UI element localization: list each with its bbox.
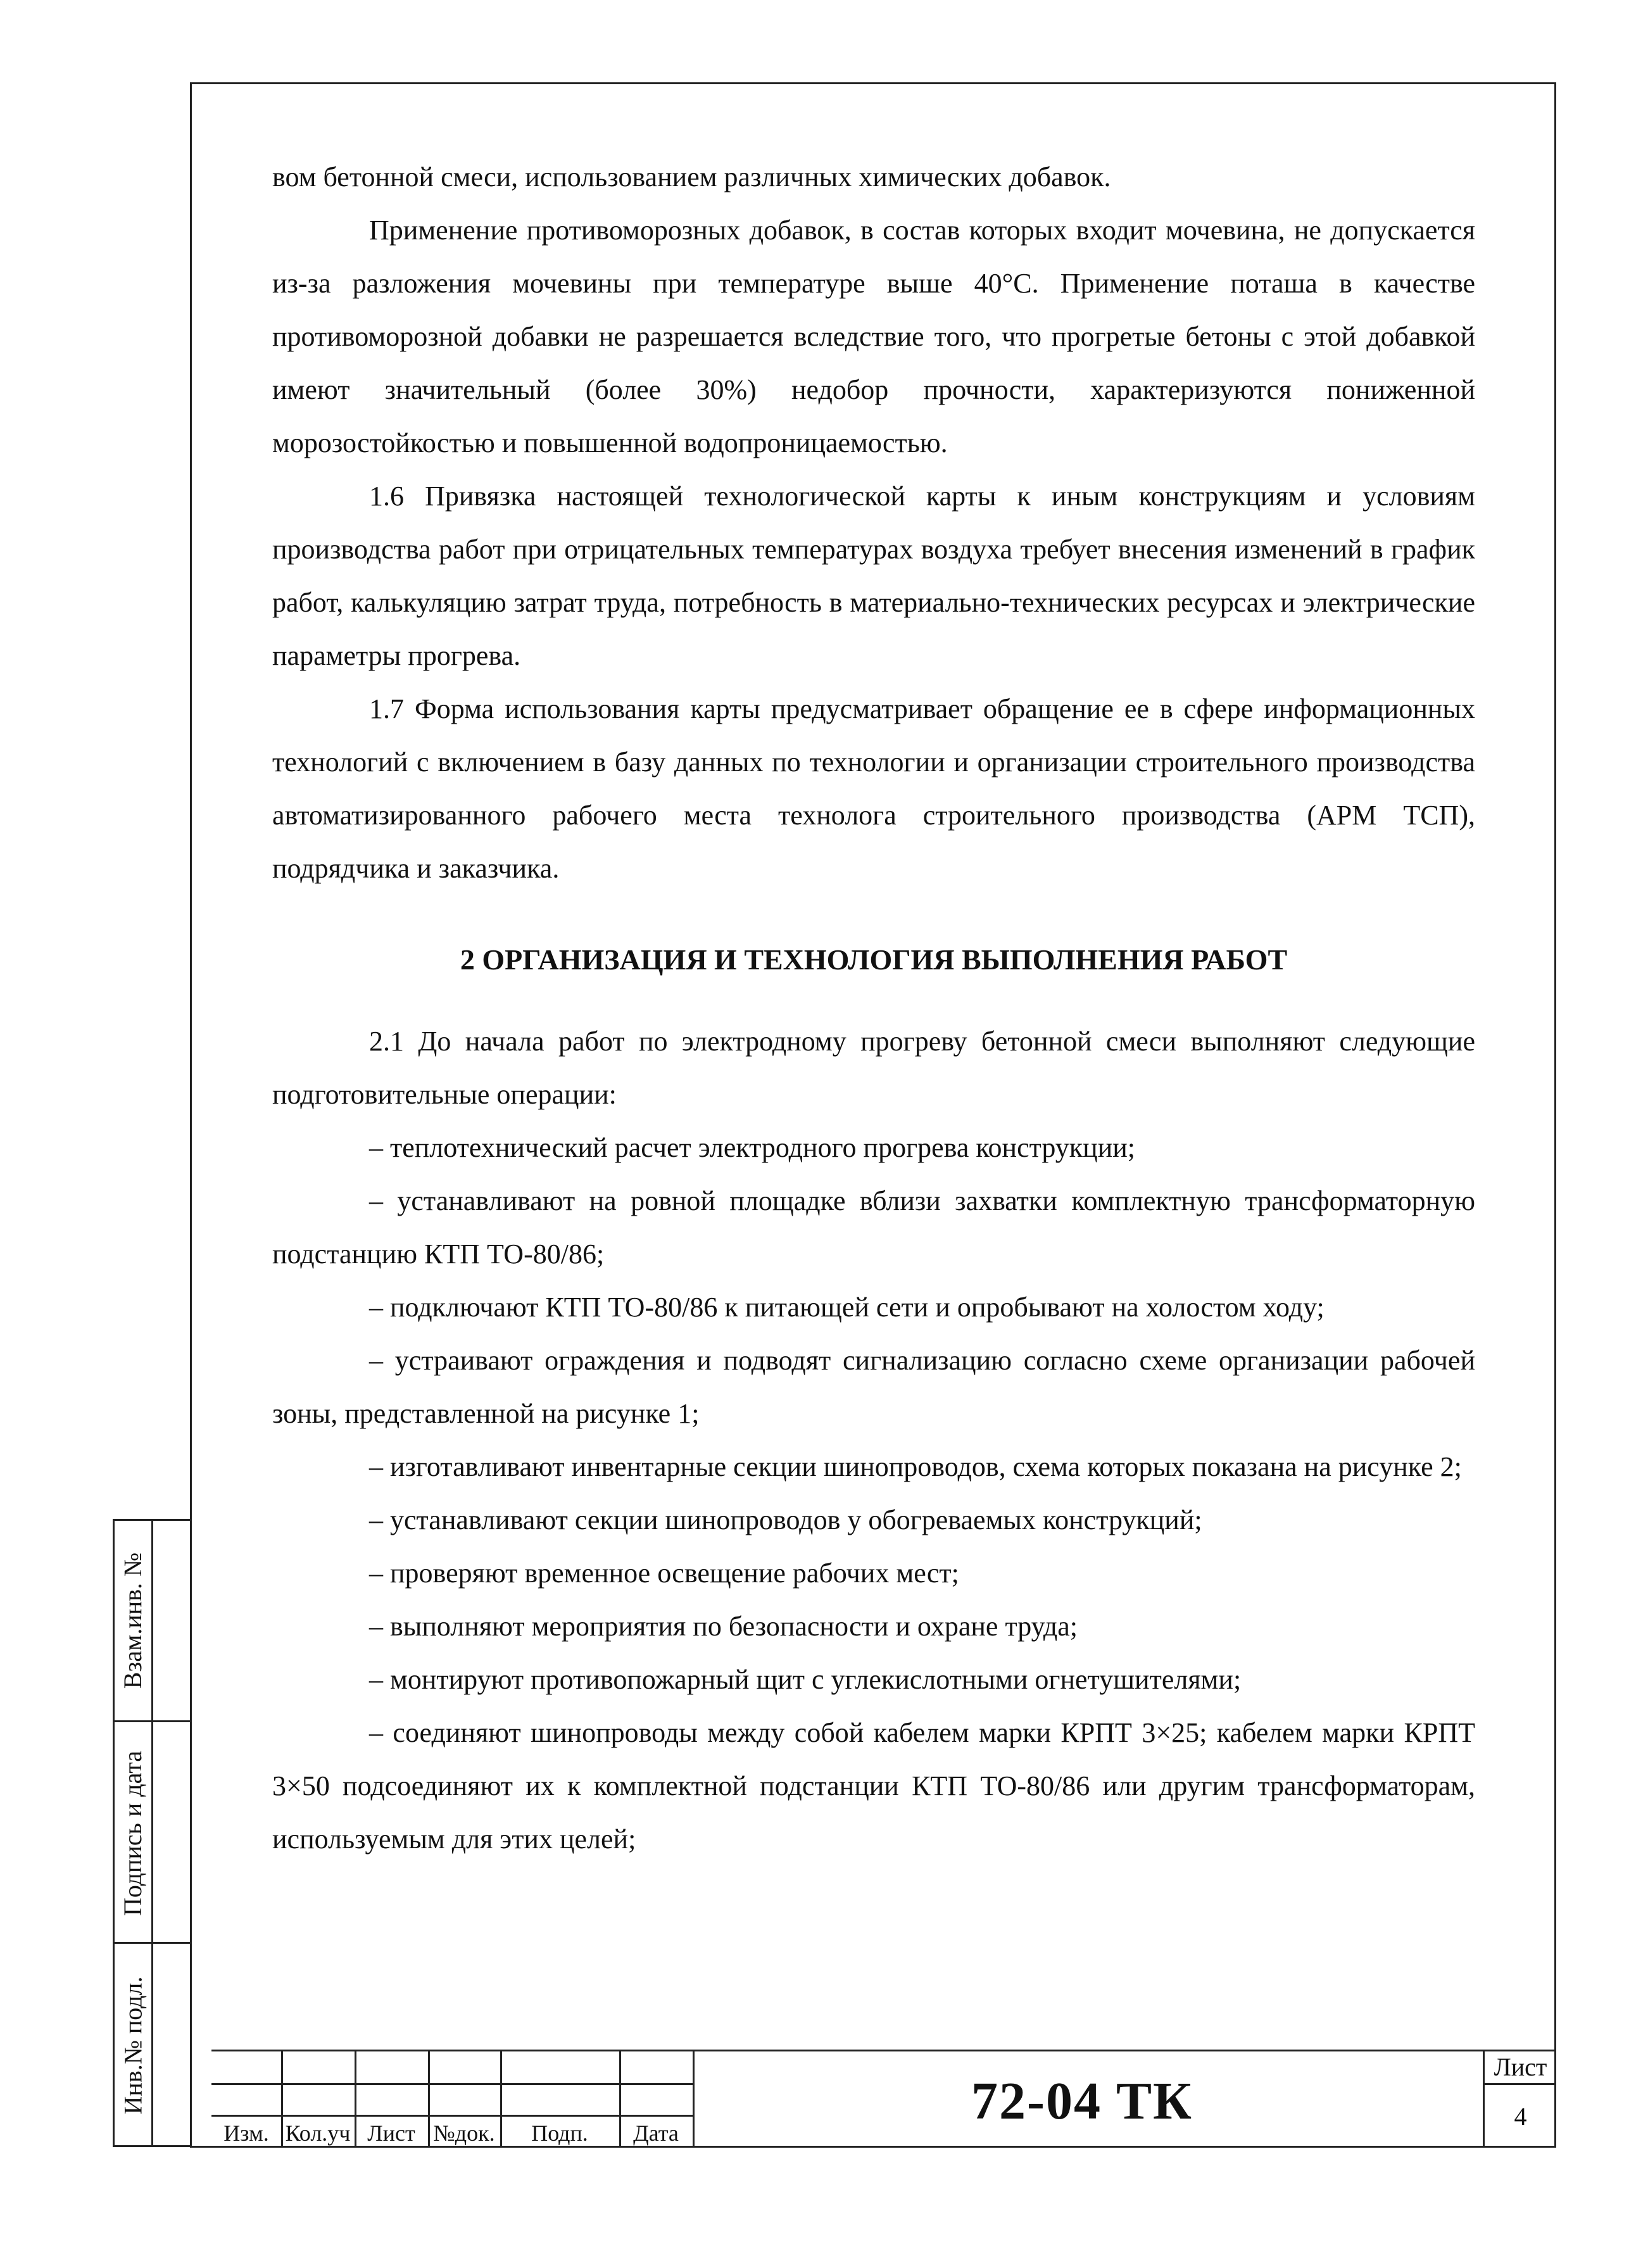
label-podp: Подп. [531,2120,588,2146]
paragraph-1-7: 1.7 Форма использования карты предусматривает обращение ее в сфере информационных технологий с включением в базу данных по технологии и организации строительного производства автоматизированного рабочего места технолога строительного производства (АРМ ТСП), подрядчика и заказчика. [272,693,1475,884]
revision-grid [211,2051,693,2148]
sheet-number: 4 [1514,2102,1527,2131]
paragraph-1-6: 1.6 Привязка настоящей технологической карты к иным конструкциям и условиям производства работ при отрицательных температурах воздуха требует внесения изменений в график работ, калькуляцию затрат труда, потребность в материально-технических ресурсах и электрические параметры прогрева. [272,481,1475,671]
list-item: – устанавливают на ровной площадке вблизи захватки комплектную трансформаторную подстанцию КТП ТО-80/86; [272,1185,1475,1269]
list-item: – подключают КТП ТО-80/86 к питающей сети и опробывают на холостом ходу; [369,1292,1325,1323]
strip-cell-vzam [115,1521,190,1720]
list-item: – изготавливают инвентарные секции шинопроводов, схема которых показана на рисунке 2; [369,1451,1462,1482]
vzam-label: Взам.инв. № [118,1552,148,1689]
section-heading: 2 ОРГАНИЗАЦИЯ И ТЕХНОЛОГИЯ ВЫПОЛНЕНИЯ РАБОТ [460,943,1288,976]
list-item: – теплотехнический расчет электродного прогрева конструкции; [369,1132,1136,1163]
label-data: Дата [633,2120,679,2146]
strip-cell-podpis [115,1720,190,1942]
sheet-label: Лист [1485,2051,1556,2085]
list-item: – устраивают ограждения и подводят сигнализацию согласно схеме организации рабочей зоны, представленной на рисунке 1; [272,1345,1475,1429]
label-izm: Изм. [223,2120,269,2146]
list-item: – проверяют временное освещение рабочих мест; [369,1558,959,1589]
sheet-box [1483,2051,1556,2148]
inv-label: Инв.№ подл. [118,1976,148,2115]
list-item: – выполняют мероприятия по безопасности и охране труда; [369,1611,1078,1642]
paragraph-2-1: 2.1 До начала работ по электродному прогреву бетонной смеси выполняют следующие подготовительные операции: [272,1026,1475,1110]
margin-stamp-strip [113,1519,190,2147]
list-item: – устанавливают секции шинопроводов у обогреваемых конструкций; [369,1504,1202,1535]
title-block [211,2050,1556,2148]
label-kol-uch: Кол.уч [285,2120,351,2146]
paragraph-continuation: вом бетонной смеси, использованием различных химических добавок. [272,161,1111,192]
document-body [272,151,1475,1866]
podpis-label: Подпись и дата [118,1750,148,1916]
label-n-dok: №док. [433,2120,495,2146]
document-code: 72-04 ТК [971,2072,1193,2131]
label-list: Лист [367,2120,415,2146]
list-item: – соединяют шинопроводы между собой кабелем марки КРПТ 3×25; кабелем марки КРПТ 3×50 подсоединяют их к комплектной подстанции КТП ТО-80/86 или другим трансформаторам, используемым для этих целей; [272,1717,1475,1855]
paragraph-additives: Применение противоморозных добавок, в состав которых входит мочевина, не допускается из-за разложения мочевины при температуре выше 40°С. Применение поташа в качестве противоморозной добавки не разрешается вследствие того, что прогретые бетоны с этой добавкой имеют значительный (более 30%) недобор прочности, характеризуются пониженной морозостойкостью и повышенной водопроницаемостью. [272,215,1475,458]
list-item: – монтируют противопожарный щит с углекислотными огнетушителями; [369,1664,1242,1695]
strip-cell-inv [115,1942,190,2145]
